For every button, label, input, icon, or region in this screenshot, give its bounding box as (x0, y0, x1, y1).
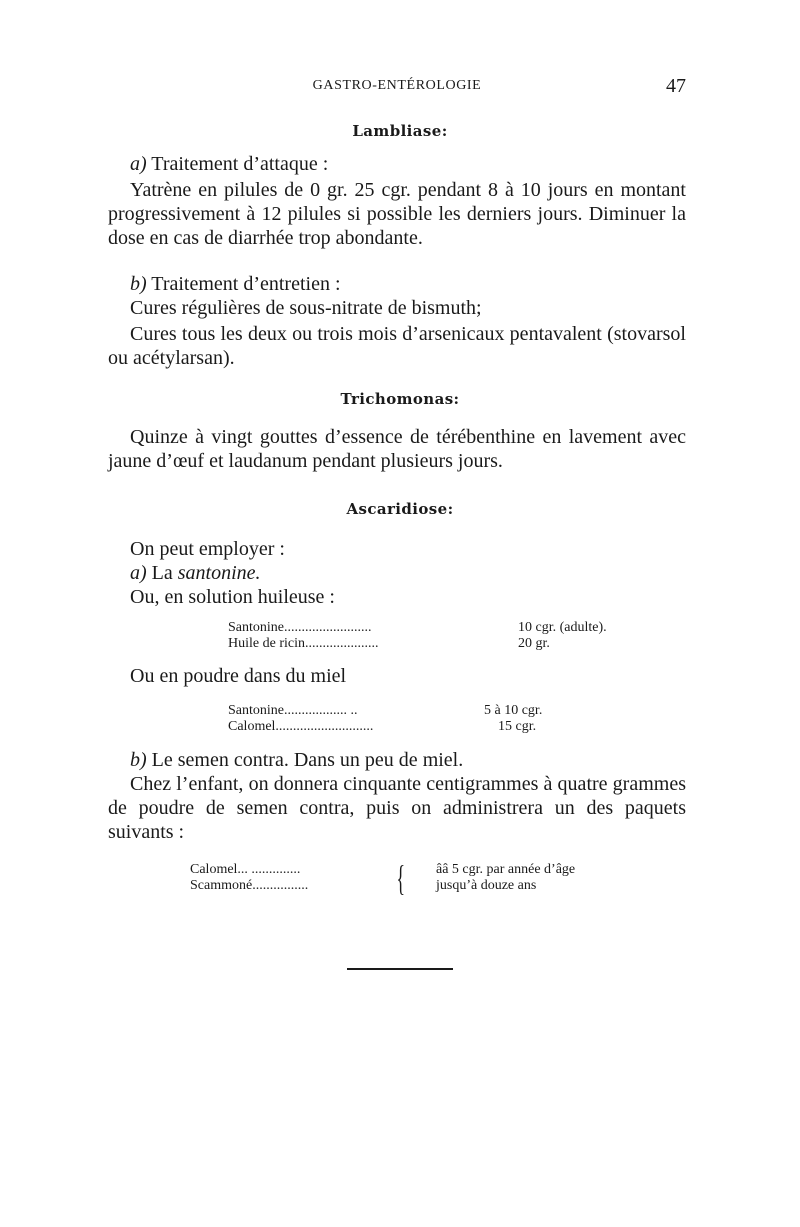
lambliase-a-label: a) (130, 153, 147, 175)
ascaridiose-a-em: santonine. (177, 562, 261, 584)
ascaridiose-child-paragraph: Chez l’enfant, on donnera cinquante centigrammes à quatre grammes de poudre de semen contra, puis on administrera un des paquets suivants : (108, 773, 686, 843)
recipe-item-dose: 5 à 10 cgr. (484, 703, 543, 718)
recipe-row (190, 878, 630, 894)
running-head (108, 75, 686, 100)
recipe-item-dose: ââ 5 cgr. par année d’âge (436, 862, 576, 877)
recipe-item-dose: jusqu’à douze ans (436, 878, 537, 893)
ascaridiose-a-pre: La (146, 562, 178, 584)
end-rule (347, 968, 453, 970)
lambliase-a-text: Traitement d’attaque : (146, 153, 329, 175)
page-number: 47 (666, 75, 686, 97)
recipe-child-packets (190, 858, 630, 898)
recipe-row (228, 703, 588, 719)
ascaridiose-intro: On peut employer : (130, 538, 285, 560)
lambliase-a-line (130, 152, 686, 176)
recipe-row (228, 719, 588, 735)
running-title: GASTRO-ENTÉROLOGIE (312, 78, 482, 93)
heading-trichomonas: Trichomonas: (340, 390, 460, 408)
curly-brace-icon: { (396, 858, 405, 898)
recipe-honey-powder (228, 703, 588, 735)
recipe-row (228, 620, 648, 636)
trichomonas-paragraph: Quinze à vingt gouttes d’essence de térébenthine en lavement avec jaune d’œuf et laudanum pendant plusieurs jours. (108, 426, 686, 472)
recipe-item-name: Huile de ricin..................... (228, 636, 379, 651)
lambliase-a-paragraph: Yatrène en pilules de 0 gr. 25 cgr. pendant 8 à 10 jours en montant progressivement à 12 pilules si possible les derniers jours. Diminuer la dose en cas de diarrhée trop abondante. (108, 179, 686, 249)
recipe-item-name: Calomel............................ (228, 719, 374, 734)
lambliase-b-text: Traitement d’entretien : (146, 273, 341, 295)
ascaridiose-b-text: Le semen contra. Dans un peu de miel. (146, 749, 464, 771)
recipe-item-dose: 10 cgr. (adulte). (518, 620, 607, 635)
lambliase-b-paragraph: Cures tous les deux ou trois mois d’arsenicaux pentavalent (stovarsol ou acétylarsan). (108, 323, 686, 369)
recipe-row (190, 862, 630, 878)
recipe-item-dose: 15 cgr. (498, 719, 537, 734)
recipe-item-name: Scammoné................ (190, 878, 309, 893)
recipe-item-name: Santonine......................... (228, 620, 372, 635)
ascaridiose-a-line (130, 561, 686, 585)
ascaridiose-b-line (130, 748, 686, 772)
lambliase-b-line (130, 272, 686, 296)
ascaridiose-powder-line: Ou en poudre dans du miel (130, 665, 347, 687)
recipe-item-dose: 20 gr. (518, 636, 550, 651)
recipe-oil-solution (228, 620, 648, 652)
ascaridiose-solution-line: Ou, en solution huileuse : (130, 586, 335, 608)
lambliase-b-label: b) (130, 273, 147, 295)
lambliase-b-line1: Cures régulières de sous-nitrate de bismuth; (130, 297, 482, 319)
recipe-item-name: Santonine.................. .. (228, 703, 358, 718)
recipe-row (228, 636, 648, 652)
ascaridiose-b-label: b) (130, 749, 147, 771)
ascaridiose-a-label: a) (130, 562, 147, 584)
heading-lambliase: Lambliase: (352, 122, 448, 140)
recipe-item-name: Calomel... .............. (190, 862, 301, 877)
heading-ascaridiose: Ascaridiose: (346, 500, 454, 518)
